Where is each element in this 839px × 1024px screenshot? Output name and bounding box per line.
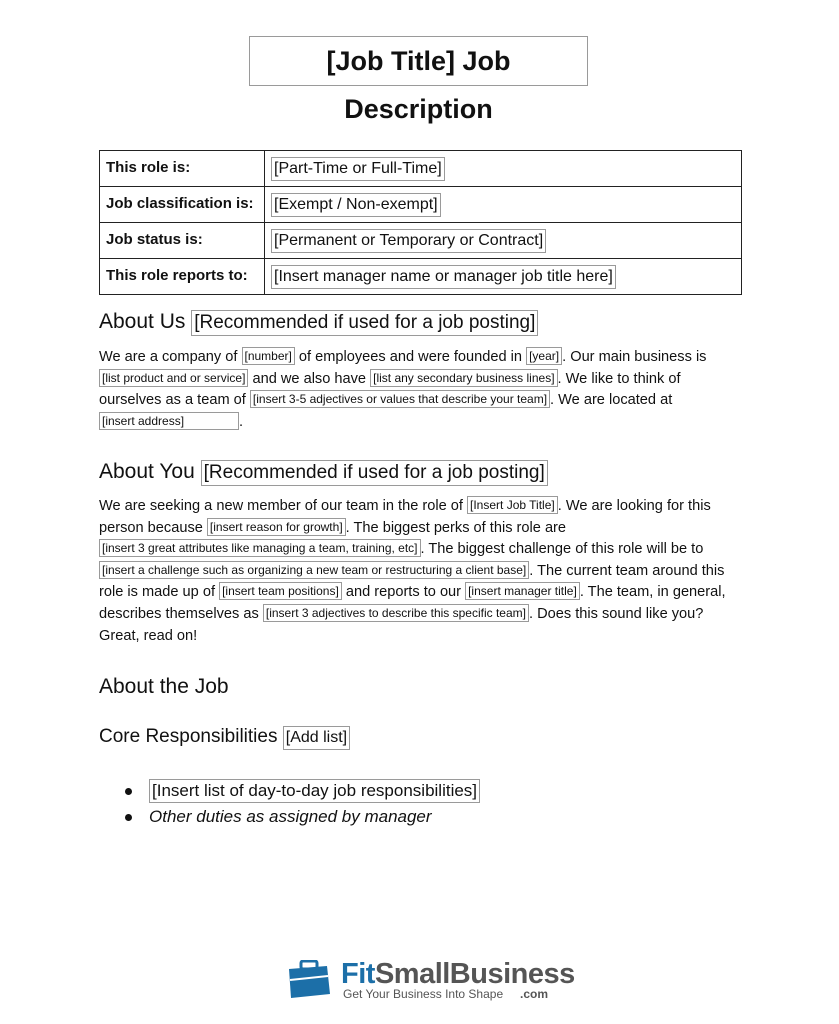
about-us-heading xyxy=(99,310,538,336)
placeholder-field: [Exempt / Non-exempt] xyxy=(271,193,441,217)
placeholder-field: [insert 3 great attributes like managing a team, training, etc] xyxy=(99,539,421,557)
about-you-paragraph xyxy=(99,496,739,647)
placeholder-field: [Permanent or Temporary or Contract] xyxy=(271,229,546,253)
text: . xyxy=(239,413,244,430)
list-item xyxy=(123,778,480,804)
text: and reports to our xyxy=(341,584,466,601)
row-label: Job status is: xyxy=(100,223,265,259)
heading-text: About You xyxy=(99,460,195,483)
placeholder-field: [list product and or service] xyxy=(99,369,248,387)
placeholder-field: [Part-Time or Full-Time] xyxy=(271,157,445,181)
text: . The biggest challenge of this role will be to xyxy=(420,541,704,558)
row-value-cell xyxy=(265,187,742,223)
text: . We are looking for this person because xyxy=(99,498,711,536)
row-label: This role reports to: xyxy=(100,259,265,295)
text: . The biggest perks of this role are xyxy=(345,519,567,536)
bullet-icon xyxy=(125,788,132,795)
text: . The team, in general, describes themselves as xyxy=(99,584,726,622)
briefcase-icon xyxy=(287,960,331,1000)
placeholder-field: [number] xyxy=(242,347,295,365)
text: We are a company of xyxy=(99,349,242,365)
text: of employees and were founded in xyxy=(294,349,527,365)
text: . The current team around this role is made up of xyxy=(99,562,725,601)
placeholder-field: [insert 3-5 adjectives or values that describe your team] xyxy=(250,390,550,408)
placeholder-field: [insert address] xyxy=(99,412,239,430)
text: . We like to think of ourselves as a team of xyxy=(99,370,681,409)
row-label: This role is: xyxy=(100,151,265,187)
text: We are seeking a new member of our team in the role of xyxy=(99,498,468,514)
text: . Does this sound like you? Great, read on! xyxy=(99,605,704,644)
logo-rest: SmallBusiness xyxy=(374,958,575,990)
placeholder-field: [year] xyxy=(526,347,562,365)
heading-text: About Us xyxy=(99,310,186,333)
placeholder-field: [list any secondary business lines] xyxy=(370,369,557,387)
table-row xyxy=(100,151,742,187)
text: . Our main business is xyxy=(562,349,707,365)
placeholder-field: [Insert manager name or manager job title here] xyxy=(271,265,616,289)
about-job-heading: About the Job xyxy=(99,675,229,698)
placeholder-field: [insert manager title] xyxy=(465,582,580,600)
row-value-cell xyxy=(265,259,742,295)
placeholder-field: [insert reason for growth] xyxy=(207,518,346,536)
row-value-cell xyxy=(265,223,742,259)
text: and we also have xyxy=(248,370,371,387)
list-item xyxy=(123,804,480,830)
row-label: Job classification is: xyxy=(100,187,265,223)
role-info-table xyxy=(99,150,742,295)
logo-fit: Fit xyxy=(341,958,375,990)
table-row xyxy=(100,187,742,223)
text: . We are located at xyxy=(550,392,673,409)
placeholder-field: [Add list] xyxy=(283,726,350,750)
placeholder-field: [insert 3 adjectives to describe this specific team] xyxy=(263,604,529,622)
responsibilities-list xyxy=(123,778,480,830)
placeholder-field: [Recommended if used for a job posting] xyxy=(201,460,548,486)
logo-tagline: Get Your Business Into Shape xyxy=(343,987,504,1001)
placeholder-field: [Insert Job Title] xyxy=(467,496,558,514)
placeholder-field: [Recommended if used for a job posting] xyxy=(191,310,538,336)
table-row xyxy=(100,259,742,295)
placeholder-field: [insert a challenge such as organizing a new team or restructuring a client base] xyxy=(99,561,529,579)
about-you-heading xyxy=(99,460,548,486)
core-responsibilities-heading xyxy=(99,726,350,750)
fitsmallbusiness-logo xyxy=(287,958,575,1004)
logo-com: .com xyxy=(520,987,549,1001)
heading-text: Core Responsibilities xyxy=(99,726,278,747)
document-title: [Job Title] Job Description xyxy=(249,36,588,86)
about-us-paragraph xyxy=(99,347,739,433)
list-item-text: Other duties as assigned by manager xyxy=(149,807,432,826)
placeholder-field: [insert team positions] xyxy=(219,582,342,600)
bullet-icon xyxy=(125,814,132,821)
placeholder-field: [Insert list of day-to-day job responsibilities] xyxy=(149,779,480,803)
table-row xyxy=(100,223,742,259)
row-value-cell xyxy=(265,151,742,187)
